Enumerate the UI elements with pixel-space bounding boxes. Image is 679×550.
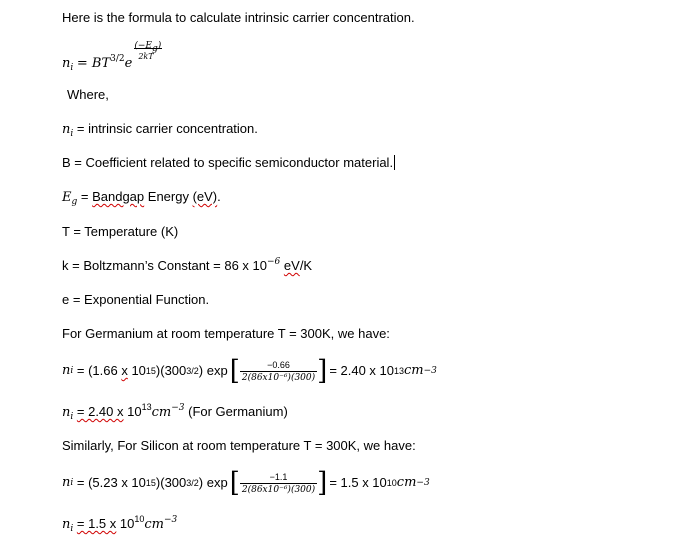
def-e: e = Exponential Function. <box>62 292 210 307</box>
germanium-intro: For Germanium at room temperature T = 300K, we have: <box>62 326 390 341</box>
ge-res-unit: cm <box>151 405 172 420</box>
si-res-exp: 10 <box>134 514 145 524</box>
si-calc-mid2: ) exp <box>198 475 228 490</box>
formula-e: e <box>124 56 133 71</box>
si-res-unit-exp: −3 <box>163 515 178 525</box>
def-eg-bandgap: Bandgap <box>92 189 145 204</box>
si-fraction <box>240 472 317 495</box>
def-eg-equals: = <box>77 189 93 204</box>
si-calc-mid: )(300 <box>155 475 187 490</box>
ge-calc-unit: cm <box>404 363 424 378</box>
exponent-numerator: $(-E_g)$ <box>134 41 162 54</box>
silicon-intro: Similarly, For Silicon at room temperature T = 300K, we have: <box>62 438 416 453</box>
ge-res-exp: 13 <box>141 402 152 412</box>
def-b-text: B = Coefficient related to specific semiconductor material. <box>62 155 394 170</box>
si-bracket-fraction <box>229 467 328 499</box>
where-label: Where, <box>67 87 109 102</box>
si-res-value: = 1.5 x <box>76 516 117 531</box>
def-t: T = Temperature (K) <box>62 224 179 239</box>
si-calc-result: = 1.5 x 10 <box>329 475 387 490</box>
def-b <box>62 155 395 171</box>
def-k-text: k = Boltzmann’s Constant = 86 x 10 <box>62 258 267 273</box>
si-res-ni-subscript: i <box>70 524 74 534</box>
ge-calc-pre: = (1.66 <box>73 363 122 378</box>
ge-left-bracket: [ <box>229 355 240 387</box>
germanium-result <box>62 404 288 421</box>
ni-symbol: n <box>62 56 71 71</box>
ge-res-note: (For Germanium) <box>184 404 288 419</box>
si-res-ni-symbol: n <box>62 517 71 532</box>
def-k-exponent: −6 <box>267 257 281 267</box>
def-k-ev: eV <box>283 258 300 273</box>
si-fraction-denominator: 2(86x10⁻⁶)(300) <box>241 484 316 495</box>
ge-fraction-numerator: −0.66 <box>267 359 290 370</box>
formula-t-exponent: 3/2 <box>110 54 125 64</box>
def-eg-end: . <box>217 189 221 204</box>
ge-fraction <box>240 360 317 383</box>
ge-ni-symbol: n <box>62 363 71 378</box>
ge-res-pow: 10 <box>123 404 142 419</box>
def-eg-subscript: g <box>71 197 78 207</box>
def-k-end: /K <box>299 258 313 273</box>
formula-exponent-fraction <box>132 41 166 67</box>
silicon-calc: n i = (5.23 x 10 15 )(300 3/2 ) exp [ $\frac{-1.1}{\text{2(86x10⁻⁶)(300)}}$ ] = 1.5 x 10 10 cm −3 <box>62 467 430 499</box>
ge-bracket-fraction <box>229 355 328 387</box>
ge-calc-mid2: ) exp <box>198 363 228 378</box>
def-eg-symbol: E <box>62 190 72 205</box>
si-res-pow: 10 <box>116 516 135 531</box>
ge-res-ni-subscript: i <box>70 412 74 422</box>
ni-subscript: i <box>70 63 74 73</box>
def-ni-subscript: i <box>70 129 74 139</box>
ge-fraction-denominator: 2(86x10⁻⁶)(300) <box>241 372 316 383</box>
def-ni-text: = intrinsic carrier concentration. <box>73 121 258 136</box>
ge-calc-x: x <box>121 363 128 378</box>
formula-bt: = BT <box>76 56 111 71</box>
exponent-denominator: 2kT <box>138 52 154 61</box>
def-eg-mid: Energy <box>144 189 193 204</box>
ge-right-bracket: ] <box>317 355 328 387</box>
si-calc-unit: cm <box>396 475 417 490</box>
formula-line <box>62 41 166 73</box>
ge-res-unit-exp: −3 <box>171 403 185 413</box>
ge-calc-pre2: 10 <box>127 363 146 378</box>
si-right-bracket: ] <box>317 467 328 499</box>
def-ni-symbol: n <box>62 122 71 137</box>
silicon-result <box>62 516 177 533</box>
ge-res-value: = 2.40 x <box>76 404 124 419</box>
intro-text: Here is the formula to calculate intrinsic carrier concentration. <box>62 10 415 25</box>
def-eg <box>62 189 221 206</box>
germanium-calc: n i = (1.66 x 10 15 )(300 3/2 ) exp [ $\frac{-0.66}{\text{2(86x10⁻⁶)(300)}}$ ] = 2.40 x 10 13 cm −3 <box>62 355 437 387</box>
si-res-unit: cm <box>144 517 164 532</box>
si-ni-symbol: n <box>62 475 71 490</box>
def-eg-unit: (eV) <box>192 189 218 204</box>
ge-calc-mid: )(300 <box>155 363 187 378</box>
ge-res-ni-symbol: n <box>62 405 71 420</box>
def-ni <box>62 121 258 138</box>
ge-calc-result: = 2.40 x 10 <box>329 363 395 378</box>
si-fraction-numerator: −1.1 <box>269 471 288 482</box>
si-calc-pre: = (5.23 x 10 <box>73 475 146 490</box>
si-left-bracket: [ <box>229 467 240 499</box>
def-k <box>62 258 312 274</box>
text-cursor <box>394 155 395 170</box>
